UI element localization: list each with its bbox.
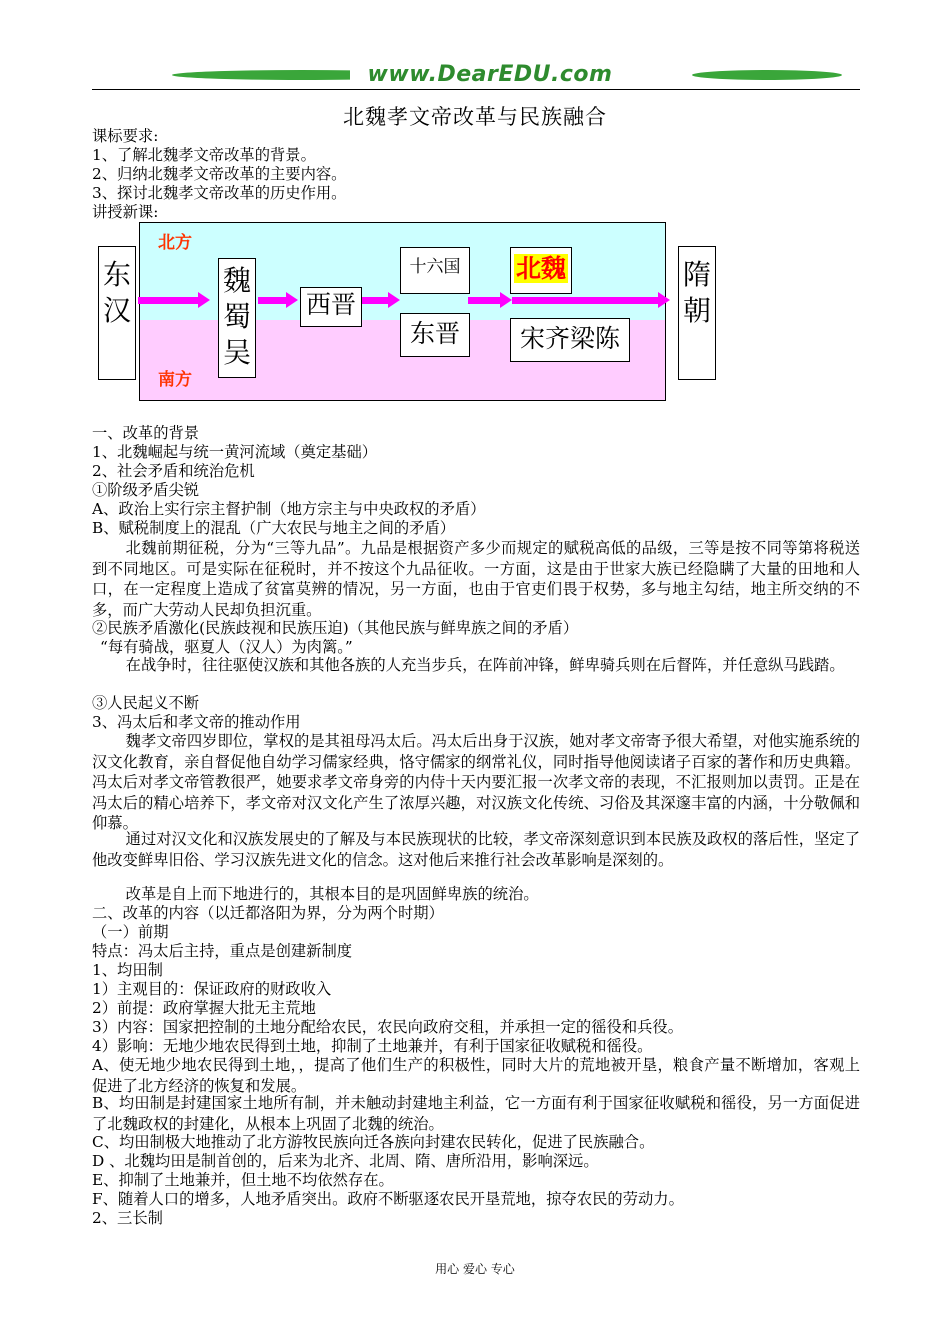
text-line: 4）影响：无地少地农民得到土地，抑制了土地兼并，有利于国家征收赋税和徭役。 xyxy=(92,1037,653,1055)
text-line: ①阶级矛盾尖锐 xyxy=(92,481,200,499)
section-heading: 一、改革的背景 xyxy=(92,424,200,442)
paragraph: 通过对汉文化和汉族发展史的了解及与本民族现状的比较，孝文帝深刻意识到本民族及政权的落后性，坚定了他改变鲜卑旧俗、学习汉族先进文化的信念。这对他后来推行社会改革影响是深刻的。 xyxy=(92,830,860,869)
page-title: 北魏孝文帝改革与民族融合 xyxy=(343,105,607,129)
beiwei-label: 北魏 xyxy=(515,254,566,283)
north-label: 北方 xyxy=(158,233,192,253)
text-line: F、随着人口的增多，人地矛盾突出。政府不断驱逐农民开垦荒地，掠夺农民的劳动力。 xyxy=(92,1190,684,1208)
paragraph: 北魏前期征税，分为“三等九品”。九品是根据资产多少而规定的赋税高低的品级，三等是按不同等第将税送到不同地区。可是实际在征税时，并不按这个九品征收。一方面，这是由于世家大族已经隐瞒了大量的田地和人口，在一定程度上造成了贫富莫辨的情况，另一方面，也由于官吏们畏于权势，多与地主勾结，地主所交纳的不多，而广大劳动人民却负担沉重。 xyxy=(92,539,860,619)
timeline-arrowhead xyxy=(388,292,400,308)
timeline-arrowhead xyxy=(286,292,298,308)
beiwei-box xyxy=(510,247,572,294)
intro-line: 2、归纳北魏孝文帝改革的主要内容。 xyxy=(92,165,347,183)
xijin-box: 西晋 xyxy=(300,287,362,327)
timeline-arrowhead xyxy=(658,292,670,308)
text-line: 1、均田制 xyxy=(92,961,163,979)
paragraph: 改革是自上而下地进行的，其根本目的是巩固鲜卑族的统治。 xyxy=(125,885,539,903)
text-line: 1、北魏崛起与统一黄河流域（奠定基础） xyxy=(92,443,378,461)
text-line: 2、社会矛盾和统治危机 xyxy=(92,462,255,480)
intro-line: 1、了解北魏孝文帝改革的背景。 xyxy=(92,146,316,164)
text-line: 2、三长制 xyxy=(92,1209,163,1227)
suichao-box: 隋 朝 xyxy=(678,246,716,380)
shiliuguo-box: 十六国 xyxy=(400,247,470,294)
text-line: 2）前提：政府掌握大批无主荒地 xyxy=(92,999,316,1017)
paragraph: 在战争时，往往驱使汉族和其他各族的人充当步兵，在阵前冲锋，鲜卑骑兵则在后督阵，并任意纵马践踏。 xyxy=(125,656,845,674)
dongjin-box: 东晋 xyxy=(400,313,470,357)
text-line: C、均田制极大地推动了北方游牧民族向迁各族向封建农民转化，促进了民族融合。 xyxy=(92,1133,655,1151)
songqiliangchen-box: 宋齐梁陈 xyxy=(510,318,630,362)
paragraph: 魏孝文帝四岁即位，掌权的是其祖母冯太后。冯太后出身于汉族，她对孝文帝寄予很大希望，对他实施系统的汉文化教育，亲自督促他自幼学习儒家经典，恪守儒家的纲常礼仪，同时指导他阅读诸子百家的著作和历史典籍。冯太后对孝文帝管教很严，她要求孝文帝身旁的内侍十天内要汇报一次孝文帝的表现，不汇报则加以责罚。正是在冯太后的精心培养下，孝文帝对汉文化产生了浓厚兴趣，对汉族文化传统、习俗及其深邃丰富的内涵，十分敬佩和仰慕。 xyxy=(92,732,860,832)
donghan-box: 东 汉 xyxy=(98,246,136,380)
text-line: E、抑制了土地兼并，但土地不均依然存在。 xyxy=(92,1171,394,1189)
text-line: D 、北魏均田是制首创的，后来为北齐、北周、隋、唐所沿用，影响深远。 xyxy=(92,1152,599,1170)
intro-line: 3、探讨北魏孝文帝改革的历史作用。 xyxy=(92,184,347,202)
timeline-arrow xyxy=(468,297,500,304)
timeline-arrow xyxy=(362,297,388,304)
text-line: A、政治上实行宗主督护制（地方宗主与中央政权的矛盾） xyxy=(92,500,486,518)
text-line: （一）前期 xyxy=(92,923,169,941)
header-swoosh-right xyxy=(692,70,842,80)
timeline-arrowhead xyxy=(500,292,512,308)
timeline-arrow xyxy=(258,297,286,304)
text-line: ③人民起义不断 xyxy=(92,694,200,712)
paragraph: B、均田制是封建国家土地所有制，并未触动封建地主利益，它一方面有利于国家征收赋税和徭役，另一方面促进了北魏政权的封建化，从根本上巩固了北魏的统治。 xyxy=(92,1094,860,1133)
text-line: ②民族矛盾激化(民族歧视和民族压迫)（其他民族与鲜卑族之间的矛盾） xyxy=(92,619,579,637)
text-line: 3）内容：国家把控制的土地分配给农民，农民向政府交租，并承担一定的徭役和兵役。 xyxy=(92,1018,684,1036)
intro-line: 课标要求: xyxy=(92,127,159,145)
timeline-arrowhead xyxy=(198,292,210,308)
intro-line: 讲授新课: xyxy=(92,203,159,221)
weishuwu-box: 魏 蜀 吴 xyxy=(218,258,256,378)
quote-line: “每有骑战，驱夏人（汉人）为肉篱。” xyxy=(100,638,353,656)
text-line: 特点：冯太后主持，重点是创建新制度 xyxy=(92,942,353,960)
site-logo: www.DearEDU.com xyxy=(350,62,630,87)
paragraph: A、使无地少地农民得到土地，，提高了他们生产的积极性，同时大片的荒地被开垦，粮食产量不断增加，客观上促进了北方经济的恢复和发展。 xyxy=(92,1056,860,1095)
text-line: 1）主观目的：保证政府的财政收入 xyxy=(92,980,332,998)
header-divider xyxy=(92,89,860,90)
text-line: B、赋税制度上的混乱（广大农民与地主之间的矛盾） xyxy=(92,519,456,537)
timeline-arrow xyxy=(512,297,658,304)
timeline-arrow xyxy=(138,297,200,304)
dynasty-diagram xyxy=(92,218,862,418)
text-line: 3、冯太后和孝文帝的推动作用 xyxy=(92,713,301,731)
page-footer: 用心 爱心 专心 xyxy=(435,1262,515,1276)
south-label: 南方 xyxy=(158,370,192,390)
section-heading: 二、改革的内容（以迁都洛阳为界，分为两个时期） xyxy=(92,904,444,922)
